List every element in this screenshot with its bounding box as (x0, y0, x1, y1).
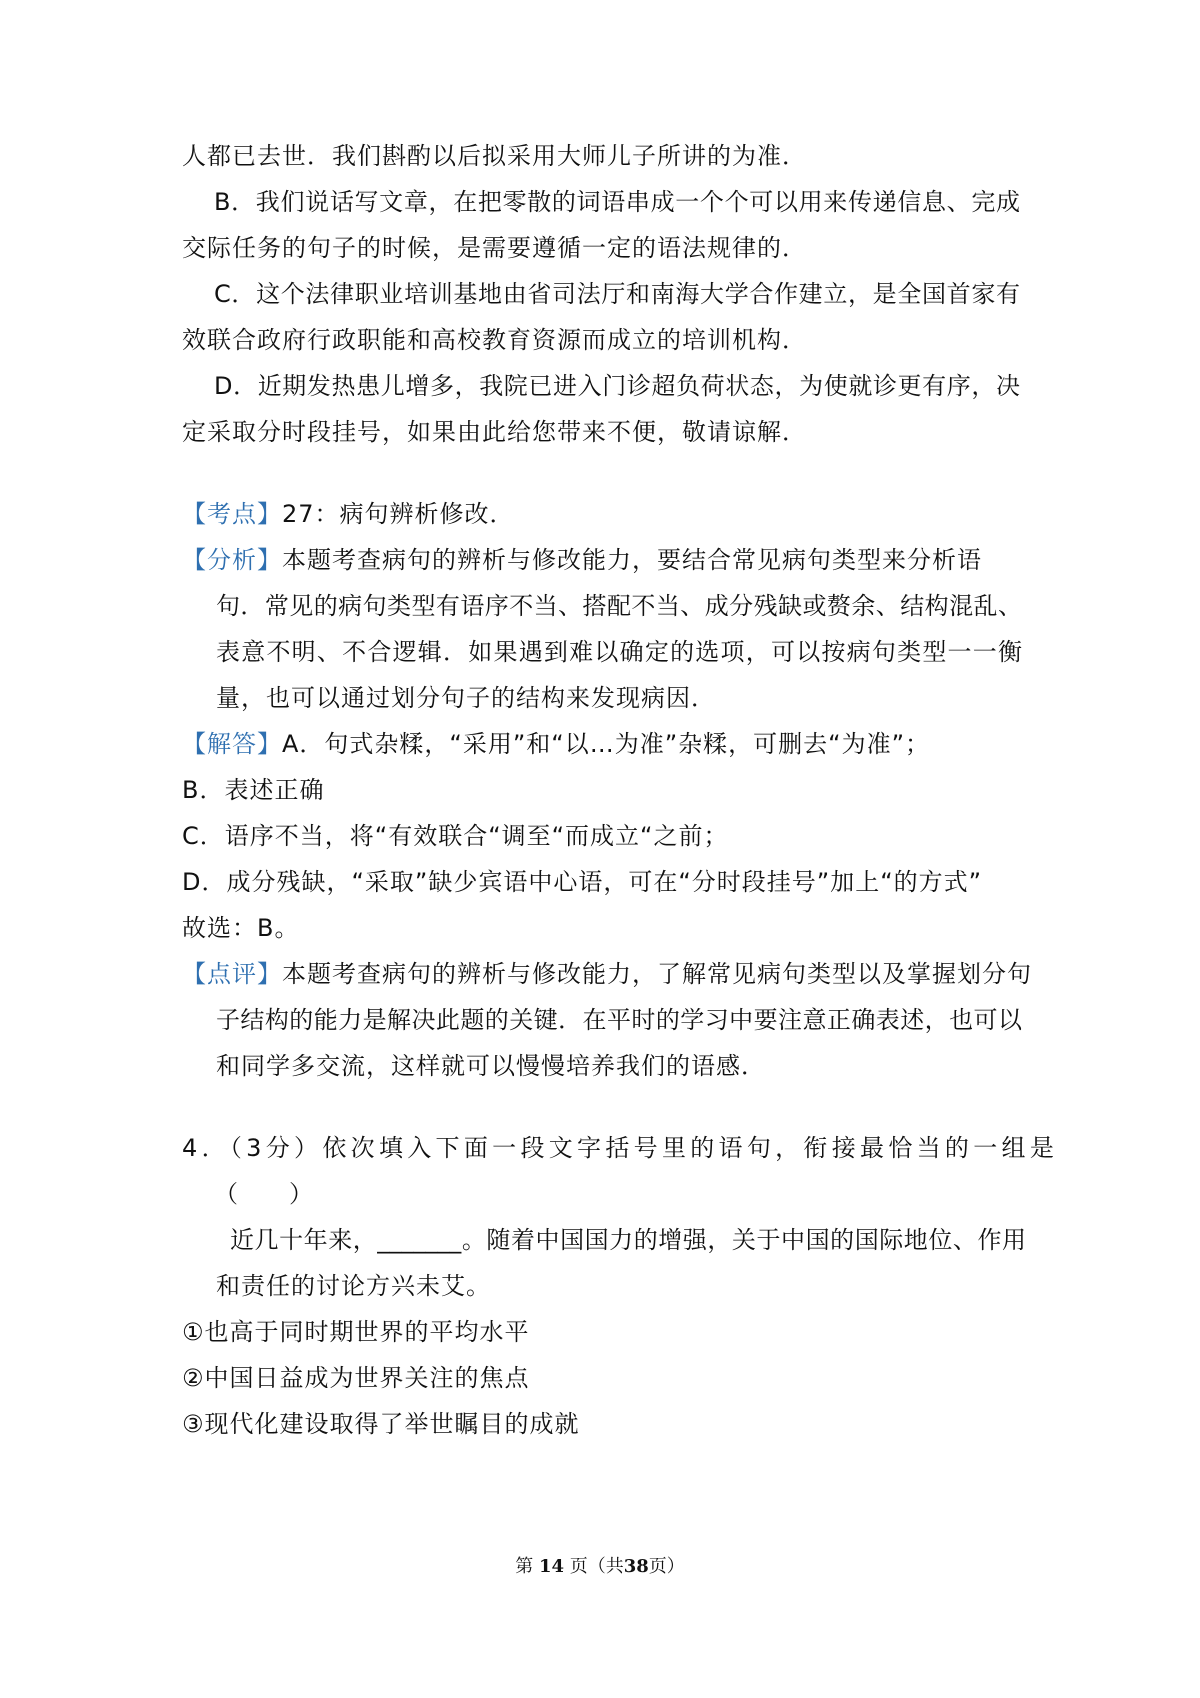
passage-line-2: 和责任的讨论方兴未艾。 (216, 1272, 491, 1300)
jieda-first: A．句式杂糅，“采用”和“以…为准”杂糅，可删去“为准”； (282, 730, 931, 758)
fenxi-line-2: 句．常见的病句类型有语序不当、搭配不当、成分残缺或赘余、结构混乱、 (216, 592, 1022, 620)
dianping-line-2: 子结构的能力是解决此题的关键．在平时的学习中要注意正确表述，也可以 (216, 1006, 1022, 1034)
fenxi-line-3: 表意不明、不合逻辑．如果遇到难以确定的选项，可以按病句类型一一衡 (216, 638, 1022, 666)
current-page-number: 14 (538, 1556, 564, 1577)
jieda-line-d: D．成分残缺，“采取”缺少宾语中心语，可在“分时段挂号”加上“的方式” (182, 868, 983, 896)
dianping-tag: 【点评】 (182, 960, 282, 988)
option-c-line-1: C．这个法律职业培训基地由省司法厅和南海大学合作建立，是全国首家有 (214, 280, 1020, 308)
item-1: ①也高于同时期世界的平均水平 (182, 1318, 530, 1346)
fenxi-tag: 【分析】 (182, 546, 282, 574)
total-page-number: 38 (623, 1556, 649, 1577)
kaodian-tag: 【考点】 (182, 500, 282, 528)
page-footer (0, 1552, 1200, 1578)
jieda-line-b: B．表述正确 (182, 776, 325, 804)
dianping-line-1: 本题考查病句的辨析与修改能力，了解常见病句类型以及掌握划分句 (282, 960, 1032, 988)
jieda-tag: 【解答】 (182, 730, 282, 758)
passage-line-1: 近几十年来，_______。随着中国国力的增强，关于中国的国际地位、作用 (230, 1226, 1026, 1254)
option-a-tail: 人都已去世．我们斟酌以后拟采用大师儿子所讲的为准． (182, 142, 807, 170)
item-3: ③现代化建设取得了举世瞩目的成就 (182, 1410, 580, 1438)
option-b-line-2: 交际任务的句子的时候，是需要遵循一定的语法规律的． (182, 234, 807, 262)
kaodian-row (182, 498, 515, 530)
kaodian-text: 27：病句辨析修改． (282, 500, 515, 528)
footer-prefix: 第 (515, 1556, 534, 1577)
option-d-line-2: 定采取分时段挂号，如果由此给您带来不便，敬请谅解． (182, 418, 807, 446)
answer-line: 故选：B。 (182, 914, 300, 942)
jieda-row (182, 728, 930, 760)
option-d-line-1: D．近期发热患儿增多，我院已进入门诊超负荷状态，为使就诊更有序，决 (214, 372, 1020, 400)
question-4-head: 4．（3分）依次填入下面一段文字括号里的语句，衔接最恰当的一组是 (182, 1134, 1059, 1162)
fenxi-line-1: 本题考查病句的辨析与修改能力，要结合常见病句类型来分析语 (282, 546, 982, 574)
fenxi-row (182, 544, 1022, 576)
option-c-line-2: 效联合政府行政职能和高校教育资源而成立的培训机构． (182, 326, 807, 354)
fenxi-line-4: 量，也可以通过划分句子的结构来发现病因． (216, 684, 716, 712)
item-2: ②中国日益成为世界关注的焦点 (182, 1364, 530, 1392)
dianping-line-3: 和同学多交流，这样就可以慢慢培养我们的语感． (216, 1052, 766, 1080)
footer-suffix: 页） (648, 1556, 685, 1577)
footer-middle: 页（共 (569, 1556, 624, 1577)
dianping-row (182, 958, 1032, 990)
question-4-paren: （ ） (214, 1180, 314, 1208)
option-b-line-1: B．我们说话写文章，在把零散的词语串成一个个可以用来传递信息、完成 (214, 188, 1020, 216)
jieda-line-c: C．语序不当，将“有效联合“调至“而成立“之前； (182, 822, 729, 850)
